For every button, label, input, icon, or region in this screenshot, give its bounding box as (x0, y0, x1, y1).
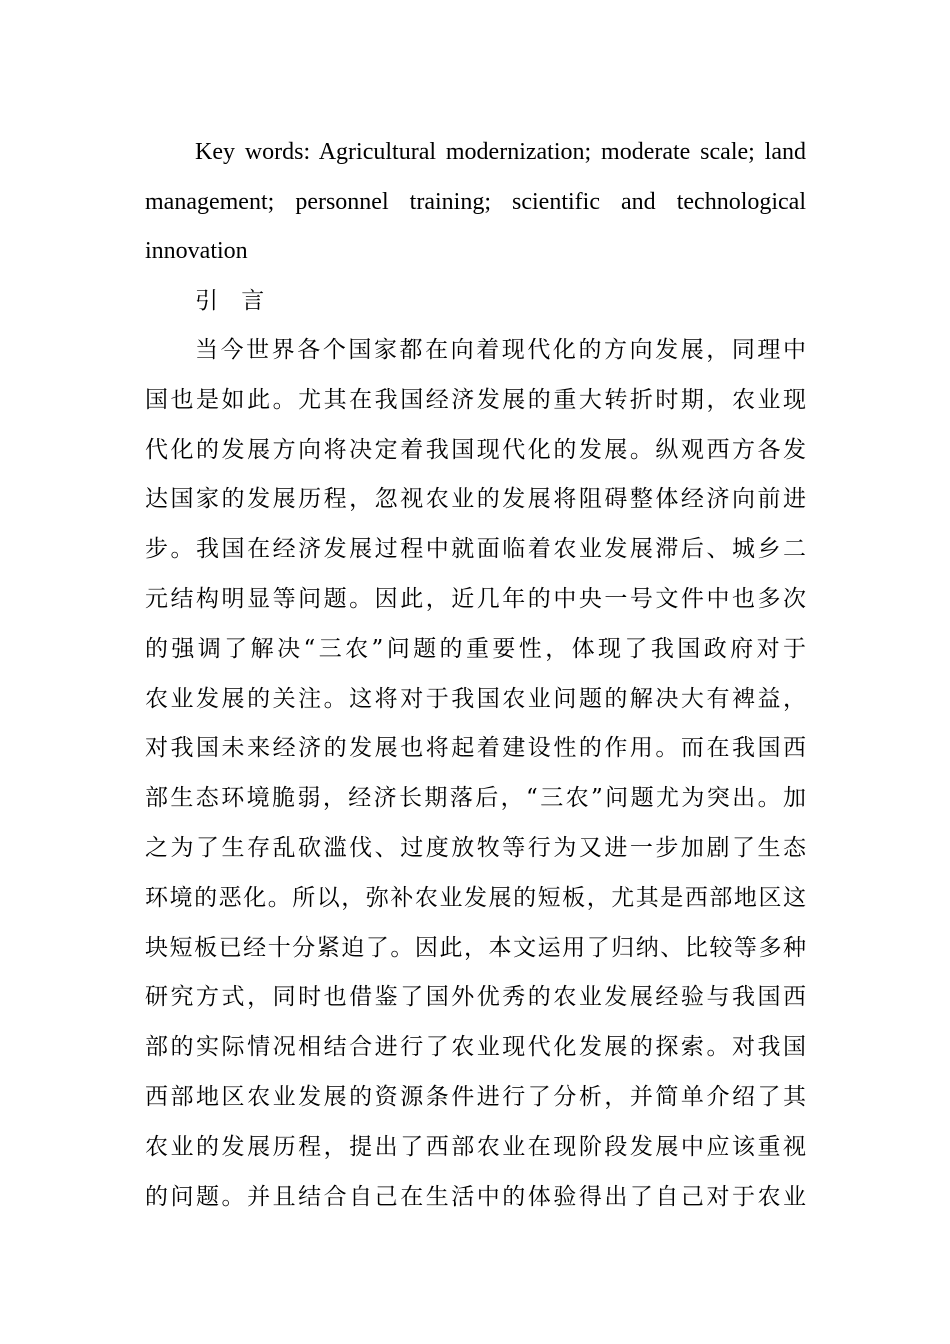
paragraph-line: 当今世界各个国家都在向着现代化的方向发展，同理中 (195, 337, 806, 363)
paragraph-line: 代化的发展方向将决定着我国现代化的发展。纵观西方各发 (145, 436, 806, 463)
section-heading-introduction: 引 言 (195, 287, 273, 314)
paragraph-line: 部生态环境脆弱，经济长期落后，“三农”问题尤为突出。加 (145, 785, 806, 812)
keywords-paragraph: Key words: Agricultural modernization; moderate scale; land management; personnel training; scientific and technological innovation (145, 139, 806, 264)
paragraph-line: 达国家的发展历程，忽视农业的发展将阻碍整体经济向前进 (145, 486, 806, 513)
paragraph-line: 对我国未来经济的发展也将起着建设性的作用。而在我国西 (145, 735, 806, 762)
paragraph-line: 块短板已经十分紧迫了。因此，本文运用了归纳、比较等多种 (145, 934, 806, 961)
paragraph-line: 研究方式，同时也借鉴了国外优秀的农业发展经验与我国西 (145, 984, 806, 1011)
paragraph-line: 的问题。并且结合自己在生活中的体验得出了自己对于农业 (145, 1183, 806, 1210)
paragraph-line: 的强调了解决“三农”问题的重要性，体现了我国政府对于 (145, 635, 806, 662)
paragraph-line: 国也是如此。尤其在我国经济发展的重大转折时期，农业现 (145, 386, 806, 413)
paragraph-line: 农业的发展历程，提出了西部农业在现阶段发展中应该重视 (145, 1133, 806, 1160)
paragraph-line: 之为了生存乱砍滥伐、过度放牧等行为又进一步加剧了生态 (145, 834, 806, 861)
paragraph-line: 元结构明显等问题。因此，近几年的中央一号文件中也多次 (145, 585, 806, 612)
paragraph-line: 步。我国在经济发展过程中就面临着农业发展滞后、城乡二 (145, 536, 806, 563)
paragraph-line: 农业发展的关注。这将对于我国农业问题的解决大有裨益， (145, 685, 806, 712)
paragraph-line: 西部地区农业发展的资源条件进行了分析，并简单介绍了其 (145, 1083, 806, 1110)
paragraph-line: 环境的恶化。所以，弥补农业发展的短板，尤其是西部地区这 (145, 884, 806, 911)
paragraph-line: 部的实际情况相结合进行了农业现代化发展的探索。对我国 (145, 1034, 806, 1061)
document-page (145, 128, 806, 1222)
introduction-paragraph (145, 326, 806, 1222)
